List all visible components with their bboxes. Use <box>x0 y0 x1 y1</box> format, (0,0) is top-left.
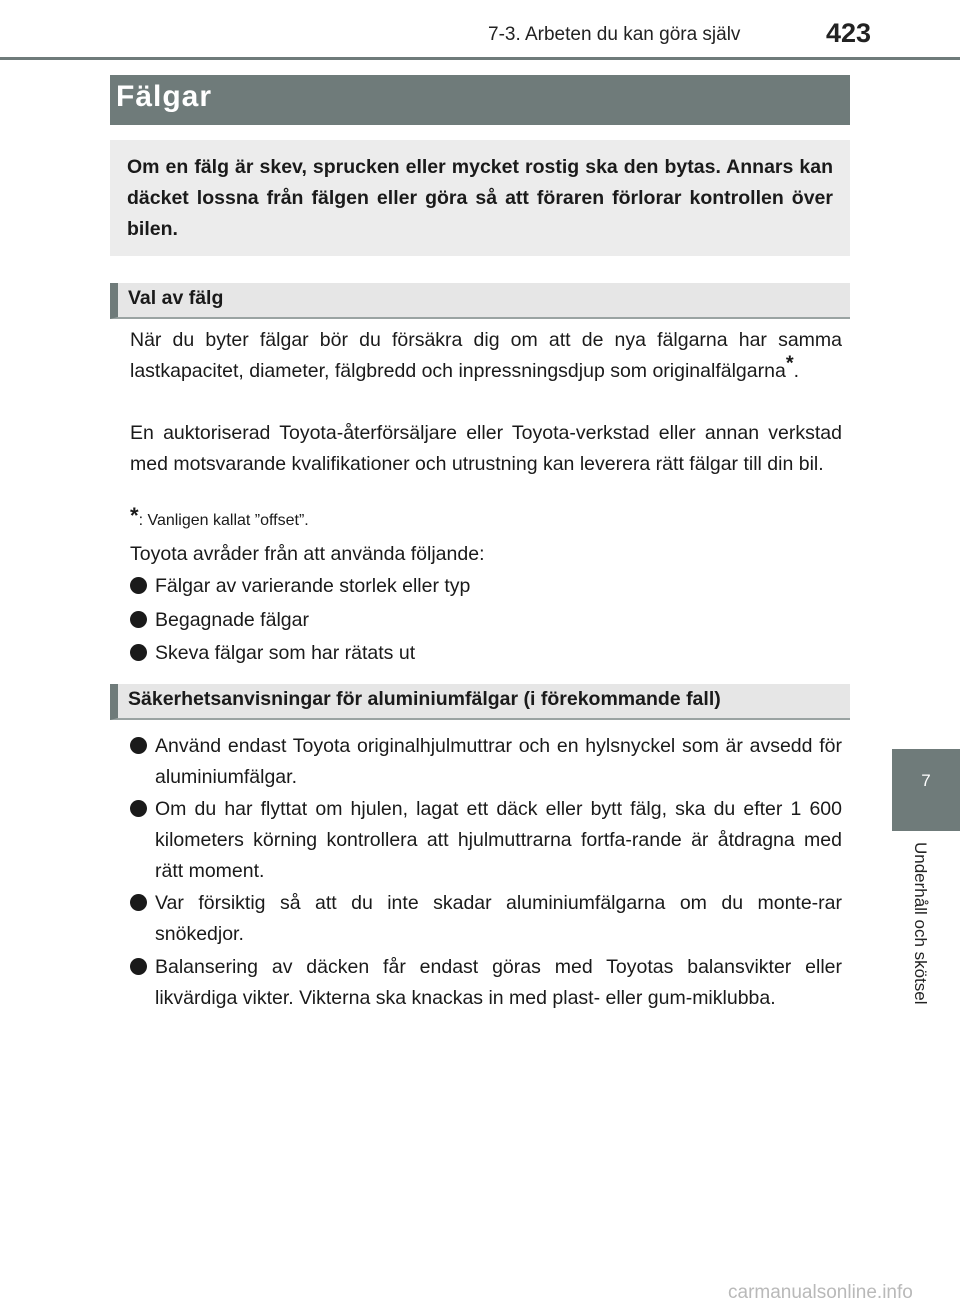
list-item-text: Begagnade fälgar <box>155 609 309 631</box>
footnote <box>130 503 309 530</box>
paragraph-wheel-choice <box>130 325 842 387</box>
paragraph-avoid-intro: Toyota avråder från att använda följande: <box>130 543 485 565</box>
footnote-asterisk: * <box>130 503 139 528</box>
chapter-title: Underhåll och skötsel <box>911 842 930 1005</box>
bullet-icon <box>130 577 147 594</box>
list-item <box>130 952 842 1014</box>
chapter-number: 7 <box>921 771 931 790</box>
list-item-text: Använd endast Toyota originalhjulmuttrar och en hylsnyckel som är avsedd för aluminiumfälgar. <box>155 735 842 788</box>
list-item-text: Balansering av däcken får endast göras med Toyotas balansvikter eller likvärdiga vikter. Vikterna ska knackas in med plast- eller gum-miklubba. <box>155 956 842 1009</box>
section-heading-label: Säkerhetsanvisningar för aluminiumfälgar (i förekommande fall) <box>128 688 721 710</box>
bullet-icon <box>130 958 147 975</box>
paragraph-dealer: En auktoriserad Toyota-återförsäljare eller Toyota-verkstad eller annan verkstad med motsvarande kvalifikationer och utrustning kan leverera rätt fälgar till din bil. <box>130 422 842 475</box>
page-number: 423 <box>826 18 872 48</box>
section-heading-val-av-falg <box>110 283 850 319</box>
watermark: carmanualsonline.info <box>728 1282 913 1303</box>
header-section-title: 7-3. Arbeten du kan göra själv <box>488 24 741 45</box>
list-item-text: Om du har flyttat om hjulen, lagat ett däck eller bytt fälg, ska du efter 1 600 kilometers körning kontrollera att hjulmuttrarna fortfa-rande är åtdragna med rätt moment. <box>155 798 842 882</box>
list-item <box>130 731 842 793</box>
title-bar <box>110 75 850 125</box>
section-heading-safety <box>110 684 850 720</box>
footnote-text: : Vanligen kallat ”offset”. <box>138 512 309 529</box>
asterisk-marker: * <box>785 352 794 375</box>
bullet-icon <box>130 611 147 628</box>
list-item <box>130 794 842 887</box>
bullet-icon <box>130 800 147 817</box>
list-item <box>130 888 842 950</box>
list-item-text: Fälgar av varierande storlek eller typ <box>155 575 471 597</box>
paragraph-end: . <box>793 360 800 382</box>
chapter-tab <box>892 749 960 831</box>
list-item-text: Skeva fälgar som har rätats ut <box>155 642 416 664</box>
paragraph-text: När du byter fälgar bör du försäkra dig om att de nya fälgarna har samma lastkapacitet, diameter, fälgbredd och inpressningsdjup som originalfälgarna <box>130 329 842 382</box>
list-item-text: Var försiktig så att du inte skadar aluminiumfälgarna om du monte-rar snökedjor. <box>155 892 842 945</box>
bullet-icon <box>130 644 147 661</box>
bullet-icon <box>130 737 147 754</box>
header-divider <box>0 57 960 60</box>
list-item <box>130 638 842 669</box>
list-item <box>130 605 842 636</box>
section-heading-label: Val av fälg <box>128 287 224 309</box>
list-item <box>130 571 842 602</box>
bullet-icon <box>130 894 147 911</box>
page-title: Fälgar <box>116 80 213 113</box>
intro-text: Om en fälg är skev, sprucken eller mycket rostig ska den bytas. Annars kan däcket lossna från fälgen eller göra så att föraren förlorar kontrollen över bilen. <box>127 156 833 240</box>
